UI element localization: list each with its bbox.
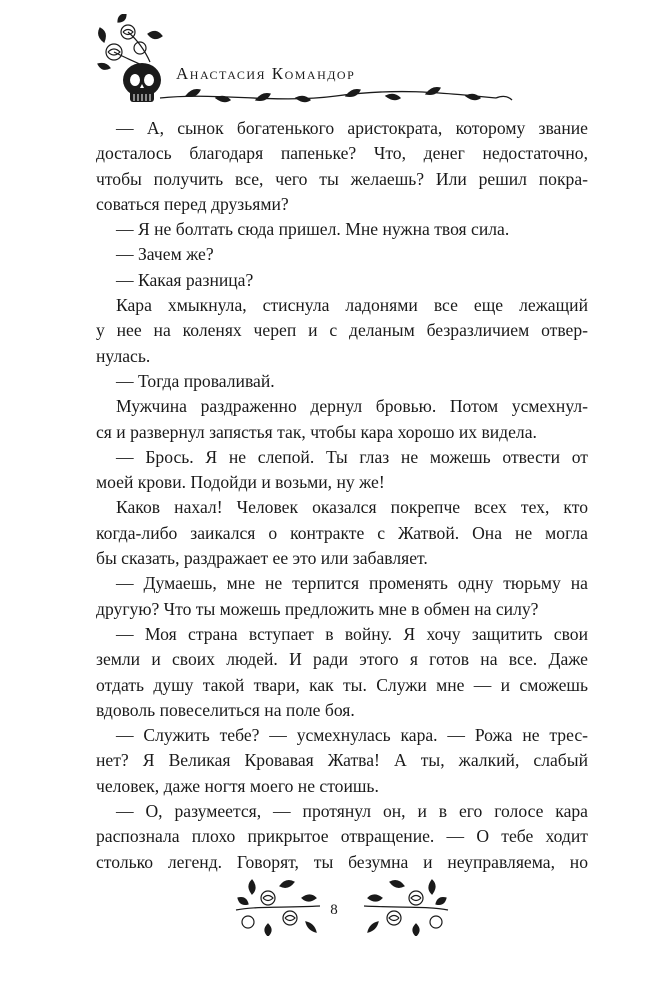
page-footer (0, 872, 667, 952)
skull-with-roses-branch-icon (96, 14, 536, 109)
text-line: — О, разумеется, — протянул он, и в его голосе кара (116, 801, 588, 822)
author-name: Анастасия Командор (176, 64, 356, 83)
body-text (96, 116, 588, 875)
text-line: — Думаешь, мне не терпится променять одну тюрьму на (116, 573, 588, 594)
text-line: Кара хмыкнула, стиснула ладонями все еще лежащий (116, 295, 588, 316)
text-line: — Зачем же? (116, 244, 214, 265)
text-line: — Служить тебе? — усмехнулась кара. — Рожа не трес- (116, 725, 588, 746)
text-line: чтобы получить все, чего ты желаешь? Или решил покра- (96, 168, 588, 189)
text-line: — Тогда проваливай. (116, 370, 275, 391)
page-number: 8 (330, 902, 338, 918)
text-line: Каков нахал! Человек оказался покрепче всех тех, кто (116, 497, 588, 518)
text-line: распознала плохо прикрытое отвращение. — О тебе ходит (96, 826, 588, 847)
text-line: — Брось. Я не слепой. Ты глаз не можешь отвести от (116, 446, 588, 467)
text-line: вдоволь повеселиться на поле боя. (96, 699, 355, 720)
rose-branch-icon (362, 876, 452, 936)
text-line: моей крови. Подойди и возьми, ну же! (96, 472, 385, 493)
text-line: — Я не болтать сюда пришел. Мне нужна твоя сила. (116, 219, 510, 240)
text-line: — Какая разница? (116, 269, 254, 290)
text-line: нет? Я Великая Кровавая Жатва! А ты, жалкий, слабый (96, 750, 588, 771)
text-line: отдать душу такой твари, как ты. Служи мне — и сможешь (96, 674, 588, 695)
text-line: человек, даже ногтя моего не стоишь. (96, 775, 379, 796)
text-line: когда-либо заикался о контракте с Жатвой. Она не могла (96, 522, 588, 543)
text-line: Мужчина раздраженно дернул бровью. Потом усмехнул- (116, 396, 588, 417)
text-line: бы сказать, раздражает ее это или забавляет. (96, 548, 428, 569)
text-line: — Моя страна вступает в войну. Я хочу защитить свои (116, 623, 588, 644)
text-line: другую? Что ты можешь предложить мне в обмен на силу? (96, 598, 539, 619)
text-line: у нее на коленях череп и с деланым безразличием отвер- (96, 320, 588, 341)
text-line: столько легенд. Говорят, ты безумна и неуправляема, но (96, 851, 588, 872)
text-line: ся и развернул запястья так, чтобы кара хорошо их видела. (96, 421, 537, 442)
text-line: досталось благодаря папеньке? Что, денег недостаточно, (96, 143, 588, 164)
text-line: земли и своих людей. И ради этого я готов на все. Даже (96, 649, 588, 670)
text-line: соваться перед друзьями? (96, 193, 289, 214)
text-line: нулась. (96, 345, 151, 366)
text-line: — А, сынок богатенького аристократа, которому звание (116, 118, 588, 138)
page-header (0, 0, 667, 110)
rose-branch-icon (232, 876, 322, 936)
